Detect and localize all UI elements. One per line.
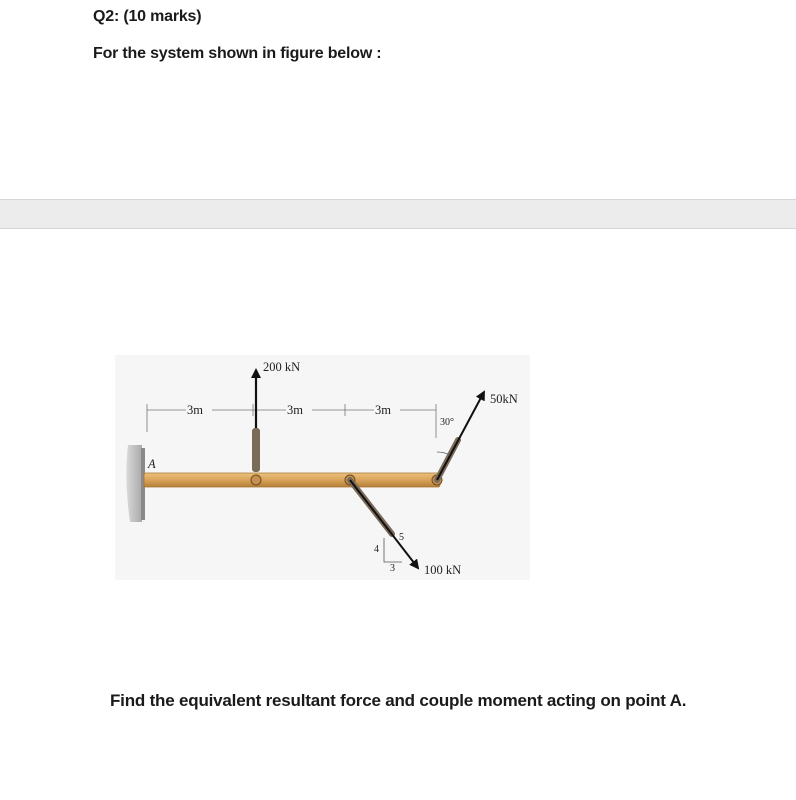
force-50kn-label: 50kN [490, 392, 518, 406]
force-200kn-label: 200 kN [263, 360, 301, 374]
dimension-label-1: 3m [187, 403, 203, 417]
force-100kn-label: 100 kN [424, 563, 462, 577]
question-title: Q2: (10 marks) [93, 8, 202, 25]
slope-hyp-label: 5 [399, 532, 404, 543]
force-200kn-link [252, 428, 260, 472]
question-task: Find the equivalent resultant force and couple moment acting on point A. [110, 691, 687, 710]
slope-run-label: 3 [390, 563, 395, 574]
dimension-label-3: 3m [375, 403, 391, 417]
slope-rise-label: 4 [374, 544, 379, 555]
wall-support [126, 445, 142, 522]
angle-label: 30° [440, 417, 454, 428]
beam [144, 473, 440, 487]
question-intro: For the system shown in figure below : [93, 45, 382, 62]
point-a-label: A [148, 457, 156, 471]
pin-200kn [251, 475, 261, 485]
figure-background [115, 355, 530, 580]
dimension-label-2: 3m [287, 403, 303, 417]
